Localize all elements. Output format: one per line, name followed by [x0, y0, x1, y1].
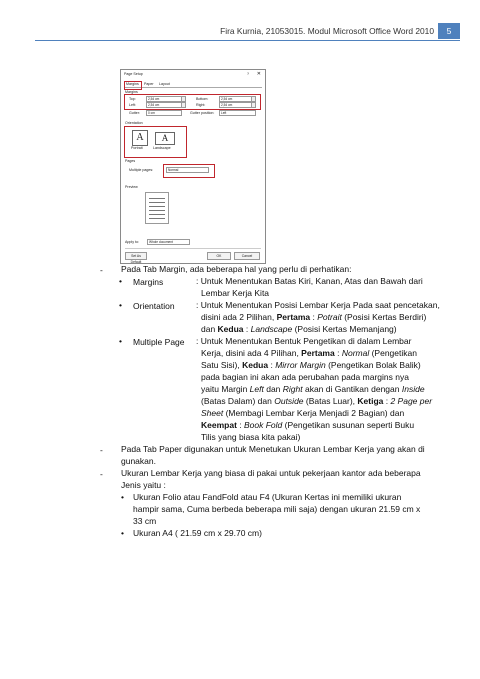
- list-dash: -: [100, 265, 103, 275]
- bullet: •: [119, 336, 122, 346]
- size-text-line1: Ukuran Lembar Kerja yang biasa di pakai untuk pekerjaan kantor ada beberapa: [121, 468, 421, 478]
- right-spinner: [251, 102, 256, 108]
- a4-text: Ukuran A4 ( 21.59 cm x 29.70 cm): [133, 528, 262, 538]
- multiple-pages-label: Multiple pages:: [129, 168, 154, 172]
- paper-text-line2: gunakan.: [121, 456, 156, 466]
- multi-desc-line3: Satu Sisi), Kedua : Mirror Margin (Pengetikan Bolak Balik): [201, 360, 421, 370]
- preview-page: [145, 192, 169, 224]
- orientation-label: Orientation: [125, 121, 143, 125]
- bottom-label: Bottom:: [196, 97, 209, 101]
- page-header: [0, 23, 480, 41]
- margins-term: Margins: [133, 277, 164, 287]
- folio-text-line3: 33 cm: [133, 516, 157, 526]
- margins-section-label: Margins: [125, 90, 138, 94]
- tab-margins: Margins: [126, 82, 139, 86]
- folio-text-line1: Ukuran Folio atau FandFold atau F4 (Ukuran Kertas ini memiliki ukuran: [133, 492, 402, 502]
- cancel-button: Cancel: [234, 252, 260, 260]
- top-field: 2,54 cm: [146, 96, 182, 102]
- header-text: Fira Kurnia, 21053015. Modul Microsoft Office Word 2010: [220, 26, 434, 36]
- gutter-position-label: Gutter position:: [190, 111, 215, 115]
- apply-to-label: Apply to:: [125, 240, 139, 244]
- highlight-margins-tab: [124, 81, 142, 90]
- gutter-label: Gutter:: [129, 111, 140, 115]
- landscape-label: Landscape: [153, 146, 171, 150]
- dialog-tabs: [124, 81, 262, 88]
- orientation-desc-line1: : Untuk Menentukan Posisi Lembar Kerja Pada saat pencetakan,: [196, 300, 440, 310]
- page-number: 5: [438, 23, 460, 39]
- apply-to-field: Whole document: [147, 239, 190, 245]
- orientation-term: Orientation: [133, 301, 175, 311]
- preview-label: Preview: [125, 185, 138, 189]
- pages-label: Pages: [125, 159, 136, 163]
- orientation-desc-line3: dan Kedua : Landscape (Posisi Kertas Memanjang): [201, 324, 397, 334]
- portrait-label: Portrait: [131, 146, 143, 150]
- multi-desc-line9: Tilis yang biasa kita pakai): [201, 432, 301, 442]
- bottom-field: 2,54 cm: [219, 96, 252, 102]
- left-field: 2,54 cm: [146, 102, 182, 108]
- intro-text: Pada Tab Margin, ada beberapa hal yang perlu di perhatikan:: [121, 264, 352, 274]
- help-icon: ?: [247, 72, 249, 76]
- margins-desc-line1: : Untuk Menentukan Batas Kiri, Kanan, Atas dan Bawah dari: [196, 276, 423, 286]
- multi-desc-line4: pada bagian ini akan ada perubahan pada margins nya: [201, 372, 409, 382]
- portrait-icon: A: [132, 130, 148, 146]
- dialog-title: Page Setup: [124, 72, 143, 76]
- right-label: Right:: [196, 103, 206, 107]
- orientation-desc-line2: disini ada 2 Pilihan, Pertama : Potrait (Posisi Kertas Berdiri): [201, 312, 427, 322]
- size-text-line2: Jenis yaitu :: [121, 480, 166, 490]
- multi-desc-line2: Kerja, disini ada 4 Pilihan, Pertama : Normal (Pengetikan: [201, 348, 417, 358]
- close-icon: ✕: [256, 71, 261, 77]
- page-setup-dialog-image: [120, 69, 266, 264]
- bullet: •: [119, 276, 122, 286]
- gutter-position-field: Left: [219, 110, 256, 116]
- header-rule: [35, 40, 460, 41]
- set-default-button: Set As Default: [125, 252, 147, 260]
- multiple-page-term: Multiple Page: [133, 337, 185, 347]
- list-dash: -: [100, 445, 103, 455]
- left-label: Left:: [129, 103, 136, 107]
- multiple-pages-field: Normal: [166, 167, 209, 173]
- folio-text-line2: hampir sama, Cuma berbeda beberapa mili saja) dengan ukuran 21.59 cm x: [133, 504, 421, 514]
- multi-desc-line1: : Untuk Menentukan Bentuk Pengetikan di dalam Lembar: [196, 336, 412, 346]
- multi-desc-line8: Keempat : Book Fold (Pengetikan susunan seperti Buku: [201, 420, 415, 430]
- top-label: Top:: [129, 97, 136, 101]
- landscape-icon: A: [155, 132, 175, 145]
- list-dash: -: [100, 469, 103, 479]
- gutter-field: 0 cm: [146, 110, 182, 116]
- right-field: 2,54 cm: [219, 102, 252, 108]
- bullet: •: [121, 492, 124, 502]
- tab-layout: Layout: [159, 82, 170, 86]
- tab-paper: Paper: [144, 82, 154, 86]
- multi-desc-line6: (Batas Dalam) dan Outside (Batas Luar), Ketiga : 2 Page per: [201, 396, 433, 406]
- paper-text-line1: Pada Tab Paper digunakan untuk Menetukan Ukuran Lembar Kerja yang akan di: [121, 444, 425, 454]
- left-spinner: [181, 102, 186, 108]
- dialog-divider: [125, 248, 261, 249]
- margins-desc-line2: Lembar Kerja Kita: [201, 288, 270, 298]
- bullet: •: [119, 300, 122, 310]
- bullet: •: [121, 528, 124, 538]
- multi-desc-line7: Sheet (Membagi Lembar Kerja Menjadi 2 Bagian) dan: [201, 408, 405, 418]
- ok-button: OK: [207, 252, 231, 260]
- multi-desc-line5: yaitu Margin Left dan Right akan di Gantikan dengan Inside: [201, 384, 425, 394]
